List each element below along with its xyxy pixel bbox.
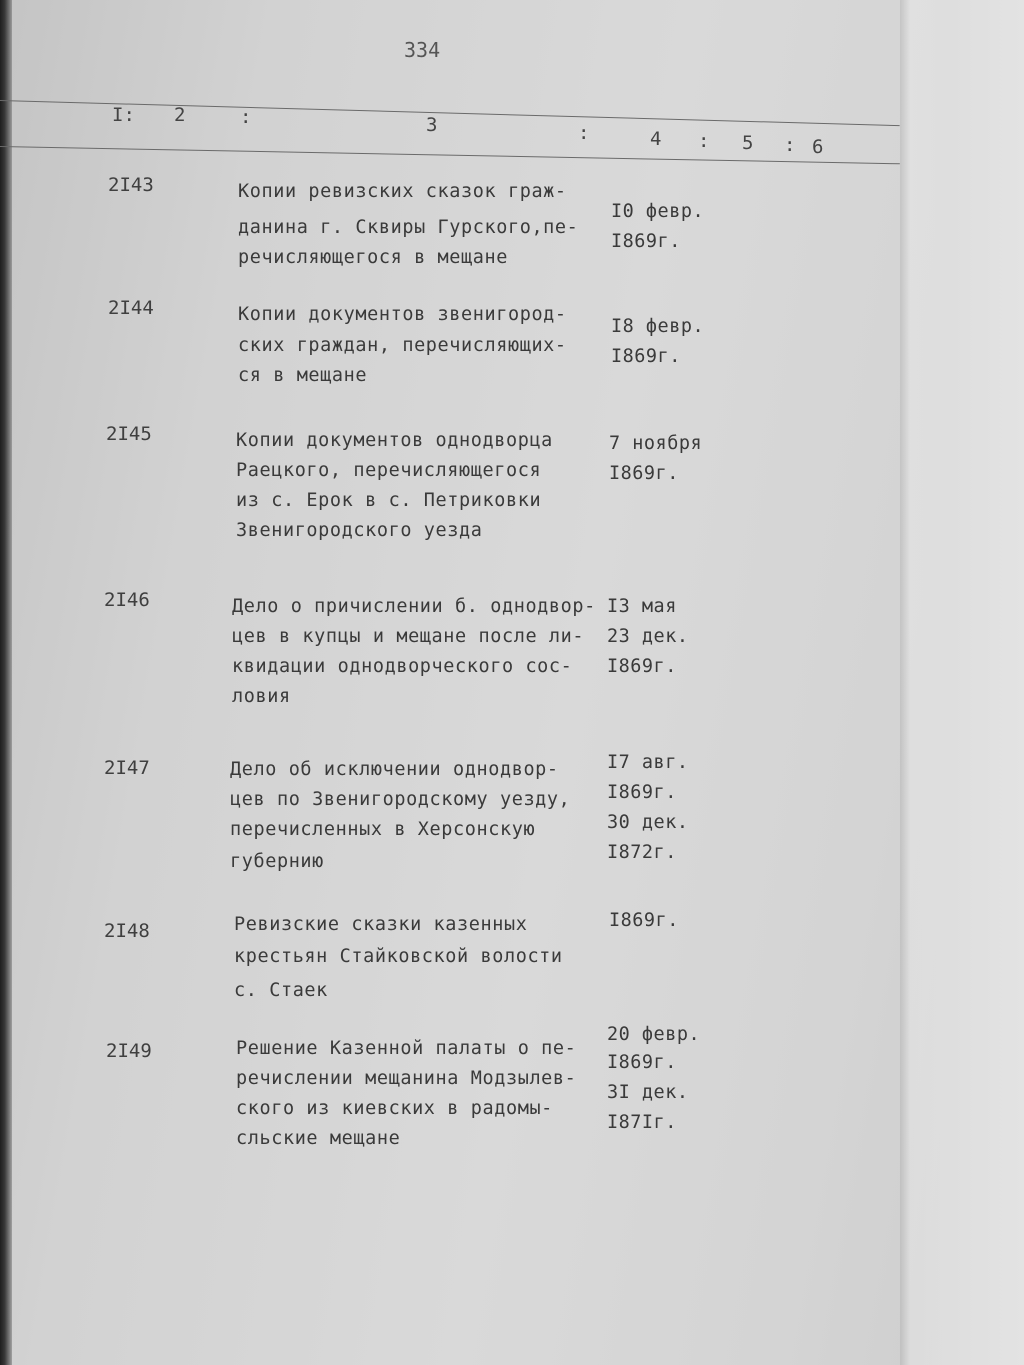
entry-title-line: квидации однодворческого сос-	[232, 656, 573, 677]
entry-number: 2I45	[106, 423, 152, 445]
entry-date: I869г.	[607, 782, 677, 803]
entry-date: I872г.	[607, 842, 677, 863]
entry-title-line: с. Стаек	[234, 980, 328, 1001]
entry-number: 2I46	[104, 589, 150, 611]
entry-title-line: ловия	[232, 686, 291, 707]
column-header-1: I:	[112, 104, 135, 126]
entry-title-line: цев в купцы и мещане после ли-	[232, 626, 585, 647]
entry-number: 2I44	[108, 297, 154, 319]
entry-date: I7 авг.	[607, 752, 689, 773]
entry-title-line: Решение Казенной палаты о пе-	[236, 1038, 577, 1059]
entry-title-line: ся в мещане	[238, 365, 368, 386]
entry-title-line: цев по Звенигородскому уезду,	[230, 789, 571, 810]
entry-date: I869г.	[609, 463, 679, 484]
entry-title-line: сльские мещане	[236, 1128, 401, 1149]
entry-title-line: речисляющегося в мещане	[238, 247, 508, 268]
column-header-5: 5	[742, 132, 754, 154]
entry-number: 2I43	[108, 174, 154, 196]
binding-edge	[0, 0, 12, 1365]
entry-number: 2I49	[106, 1040, 152, 1062]
entry-title-line: данина г. Сквиры Гурского,пе-	[238, 217, 579, 238]
entry-title-line: из с. Ерок в с. Петриковки	[236, 490, 542, 511]
column-separator: :	[698, 130, 710, 152]
entry-date: I869г.	[611, 231, 681, 252]
entry-date: I3 мая	[607, 596, 677, 617]
entry-title-line: речислении мещанина Модзылев-	[236, 1068, 577, 1089]
entry-title-line: Ревизские сказки казенных	[234, 914, 528, 935]
entry-title-line: Дело об исключении однодвор-	[230, 759, 559, 780]
entry-title-line: крестьян Стайковской волости	[234, 946, 563, 967]
column-header-6: 6	[812, 136, 824, 158]
column-header-3: 3	[426, 114, 438, 136]
entry-title-line: Копии ревизских сказок граж-	[238, 181, 567, 202]
entry-number: 2I48	[104, 920, 150, 942]
column-separator: :	[578, 122, 590, 144]
entry-title-line: перечисленных в Херсонскую	[230, 819, 536, 840]
entry-date: 20 февр.	[607, 1024, 701, 1045]
entry-title-line: Дело о причислении б. однодвор-	[232, 596, 596, 617]
entry-title-line: Копии документов звенигород-	[238, 304, 567, 325]
entry-date: I869г.	[607, 1052, 677, 1073]
entry-title-line: ского из киевских в радомы-	[236, 1098, 553, 1119]
entry-date: 3I дек.	[607, 1082, 689, 1103]
column-header-4: 4	[650, 128, 662, 150]
entry-date: I869г.	[609, 910, 679, 931]
entry-title-line: Звенигородского уезда	[236, 520, 483, 541]
column-header-2: 2	[174, 104, 186, 126]
entry-title-line: губернию	[230, 851, 324, 872]
entry-title-line: Копии документов однодворца	[236, 430, 553, 451]
entry-title-line: Раецкого, перечисляющегося	[236, 460, 542, 481]
entry-date: I87Iг.	[607, 1112, 677, 1133]
paper-edge	[900, 0, 1024, 1365]
entry-date: 23 дек.	[607, 626, 689, 647]
entry-title-line: ских граждан, перечисляющих-	[238, 335, 567, 356]
entry-date: 30 дек.	[607, 812, 689, 833]
entry-date: 7 ноября	[609, 433, 703, 454]
entry-date: I8 февр.	[611, 316, 705, 337]
header-rule-bottom	[0, 146, 900, 164]
column-separator: :	[784, 134, 796, 156]
header-rule-top	[0, 100, 900, 126]
page-number: 334	[404, 38, 441, 62]
entry-date: I0 февр.	[611, 201, 705, 222]
entry-date: I869г.	[611, 346, 681, 367]
entry-date: I869г.	[607, 656, 677, 677]
column-separator: :	[240, 106, 252, 128]
entry-number: 2I47	[104, 757, 150, 779]
